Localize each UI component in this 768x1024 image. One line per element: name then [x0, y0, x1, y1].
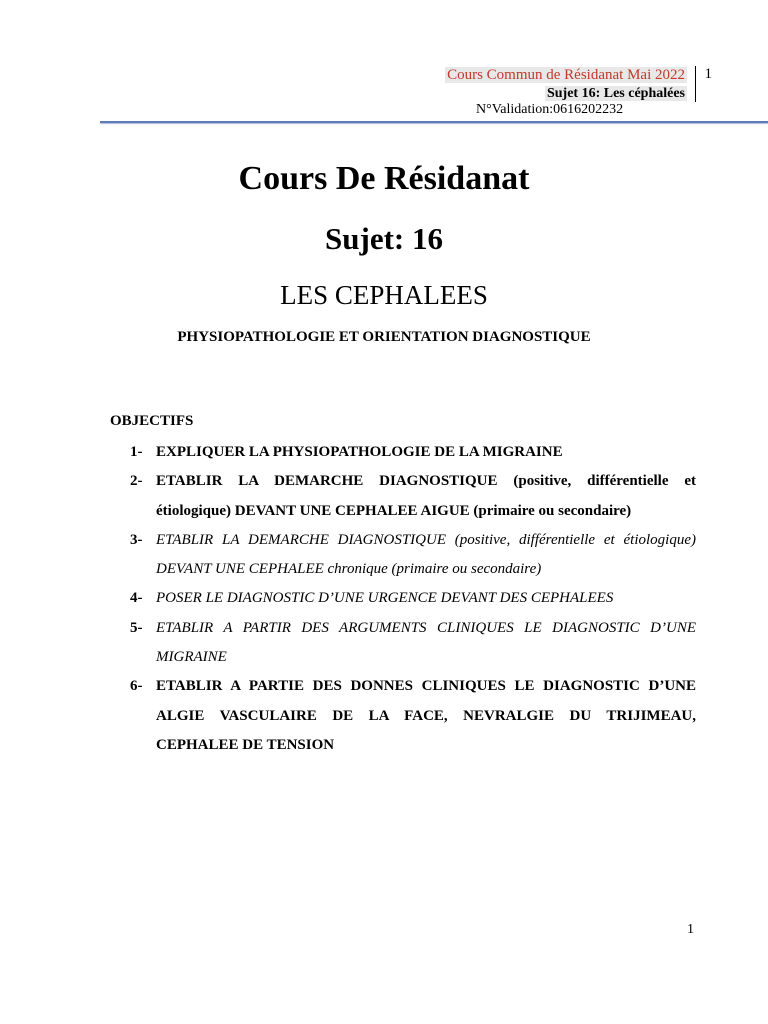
objective-item [130, 526, 696, 585]
footer-page-number: 1 [687, 922, 694, 937]
topic-title: LES CEPHALEES [280, 280, 488, 310]
subject-number: Sujet: 16 [325, 221, 443, 256]
objective-text: ETABLIR A PARTIR DES ARGUMENTS CLINIQUES LE DIAGNOSTIC D’UNE MIGRAINE [156, 619, 696, 666]
header-page-number: 1 [704, 66, 712, 82]
objective-number: 2- [130, 473, 143, 490]
objective-number: 6- [130, 678, 143, 695]
document-title: Cours De Résidanat [238, 160, 530, 197]
header-validation-number: N°Validation:0616202232 [476, 102, 624, 117]
objectives-list [130, 438, 696, 760]
objective-item [130, 672, 696, 760]
objective-number: 3- [130, 531, 143, 548]
objective-text: ETABLIR A PARTIE DES DONNES CLINIQUES LE DIAGNOSTIC D’UNE ALGIE VASCULAIRE DE LA FACE, NEVRALGIE DU TRIJIMEAU, CEPHALEE DE TENSION [156, 678, 696, 753]
objective-item [130, 614, 696, 673]
topic-theme: PHYSIOPATHOLOGIE ET ORIENTATION DIAGNOSTIQUE [177, 329, 591, 345]
objectives-heading: OBJECTIFS [110, 413, 194, 429]
objective-number: 4- [130, 590, 143, 607]
running-header [445, 66, 696, 102]
objective-item [130, 438, 696, 467]
objective-text: ETABLIR LA DEMARCHE DIAGNOSTIQUE (positive, différentielle et étiologique) DEVANT UNE CEPHALEE AIGUE (primaire ou secondaire) [156, 473, 696, 519]
header-divider [100, 121, 768, 123]
header-subject: Sujet 16: Les céphalées [546, 86, 685, 101]
header-course-title: Cours Commun de Résidanat Mai 2022 [447, 67, 685, 83]
objective-item [130, 467, 696, 526]
objective-text: ETABLIR LA DEMARCHE DIAGNOSTIQUE (positive, différentielle et étiologique) DEVANT UNE CEPHALEE chronique (primaire ou secondaire) [156, 531, 696, 578]
objective-text: POSER LE DIAGNOSTIC D’UNE URGENCE DEVANT DES CEPHALEES [156, 590, 614, 607]
objective-number: 1- [130, 444, 143, 460]
objective-text: EXPLIQUER LA PHYSIOPATHOLOGIE DE LA MIGRAINE [156, 444, 563, 460]
objective-item [130, 584, 696, 613]
objective-number: 5- [130, 619, 143, 636]
